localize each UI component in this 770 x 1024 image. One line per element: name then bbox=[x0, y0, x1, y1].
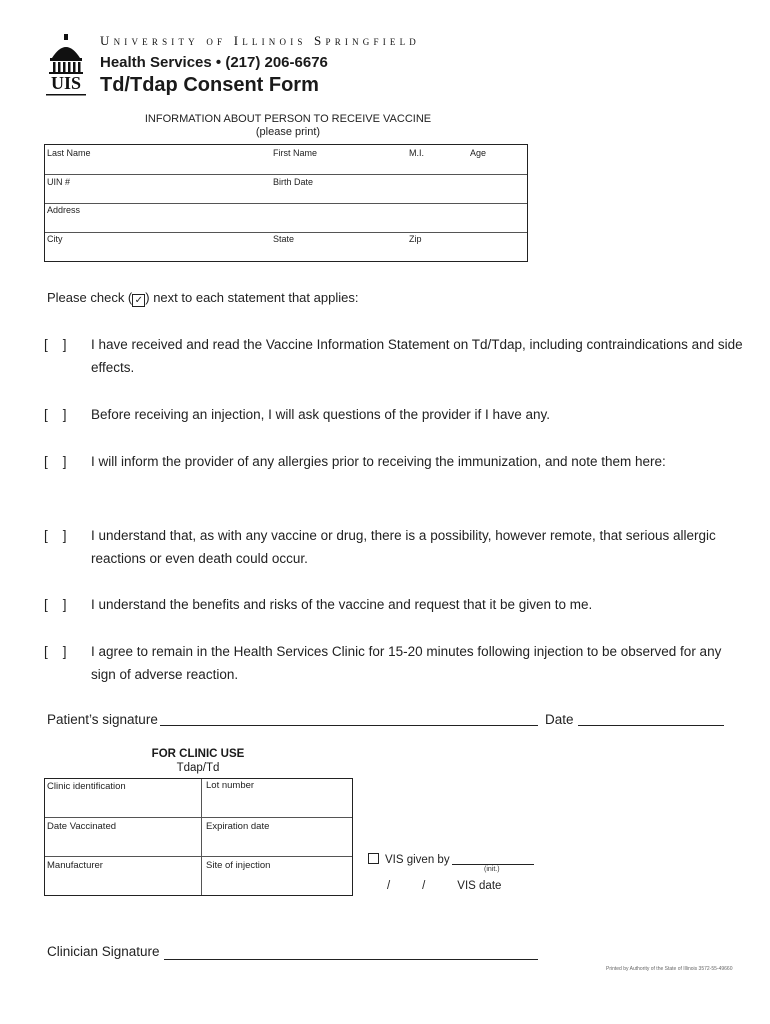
statement-checkbox[interactable]: [ ] bbox=[44, 528, 67, 543]
statement-item bbox=[44, 403, 744, 426]
statement-text: I understand the benefits and risks of the vaccine and request that it be given to me. bbox=[91, 597, 593, 612]
statement-checkbox[interactable]: [ ] bbox=[44, 337, 67, 352]
statement-text: I will inform the provider of any allergies prior to receiving the immunization, and note them here: bbox=[91, 454, 666, 469]
vis-date-label[interactable]: / / VIS date bbox=[387, 880, 502, 892]
statement-item bbox=[44, 524, 744, 570]
logo-text: UIS bbox=[50, 73, 81, 93]
instructions-after: ) next to each statement that applies: bbox=[145, 290, 359, 305]
vis-initials-line[interactable] bbox=[452, 864, 534, 865]
statement-item bbox=[44, 640, 744, 686]
expiration-date-field[interactable]: Expiration date bbox=[206, 821, 270, 832]
health-services-line: Health Services • (217) 206-6676 bbox=[100, 54, 328, 71]
patient-signature-line[interactable] bbox=[160, 725, 538, 726]
statement-text: I have received and read the Vaccine Information Statement on Td/Tdap, including contraindications and side effects. bbox=[91, 337, 743, 375]
statement-text: Before receiving an injection, I will ask questions of the provider if I have any. bbox=[91, 407, 550, 422]
form-title: Td/Tdap Consent Form bbox=[100, 74, 319, 96]
instructions-before: Please check ( bbox=[47, 290, 133, 305]
checkmark-icon: ✓ bbox=[132, 294, 145, 307]
person-section-subheading: (please print) bbox=[255, 126, 321, 138]
mi-field[interactable]: M.I. bbox=[409, 148, 424, 158]
manufacturer-field[interactable]: Manufacturer bbox=[47, 860, 103, 871]
address-field[interactable]: Address bbox=[47, 205, 81, 215]
clinician-signature-label: Clinician Signature bbox=[47, 944, 160, 959]
statement-item bbox=[44, 333, 744, 379]
age-field[interactable]: Age bbox=[470, 148, 487, 158]
initials-label: (init.) bbox=[484, 866, 500, 873]
statement-checkbox[interactable]: [ ] bbox=[44, 597, 67, 612]
statement-text: I agree to remain in the Health Services Clinic for 15-20 minutes following injection to be observed for any sign of adverse reaction. bbox=[91, 644, 722, 682]
state-field[interactable]: State bbox=[273, 234, 295, 244]
statement-item bbox=[44, 593, 744, 616]
clinician-signature-line[interactable] bbox=[164, 959, 538, 960]
vis-given-by bbox=[368, 853, 450, 866]
date-line[interactable] bbox=[578, 725, 724, 726]
statement-checkbox[interactable]: [ ] bbox=[44, 644, 67, 659]
printed-by-note: Printed by Authority of the State of Illinois 3572-55-49660 bbox=[606, 966, 733, 972]
university-name: University of Illinois Springfield bbox=[100, 33, 420, 48]
statement-item bbox=[44, 450, 744, 473]
statement-text: I understand that, as with any vaccine or drug, there is a possibility, however remote, that serious allergic reactions or even death could occur. bbox=[91, 528, 716, 566]
date-label: Date bbox=[545, 712, 574, 727]
last-name-field[interactable]: Last Name bbox=[47, 148, 91, 158]
clinic-id-field[interactable]: Clinic identification bbox=[47, 781, 126, 792]
clinic-use-table bbox=[44, 778, 353, 896]
clinic-use-subheading: Tdap/Td bbox=[176, 762, 220, 774]
statement-checkbox[interactable]: [ ] bbox=[44, 454, 67, 469]
first-name-field[interactable]: First Name bbox=[273, 148, 318, 158]
vis-checkbox[interactable] bbox=[368, 853, 379, 864]
birth-date-field[interactable]: Birth Date bbox=[273, 177, 314, 187]
site-of-injection-field[interactable]: Site of injection bbox=[206, 860, 271, 871]
statement-checkbox[interactable]: [ ] bbox=[44, 407, 67, 422]
patient-signature-label: Patient’s signature bbox=[47, 712, 158, 727]
clinic-use-heading: FOR CLINIC USE bbox=[151, 748, 245, 760]
vis-given-label: VIS given by bbox=[385, 854, 450, 866]
uin-field[interactable]: UIN # bbox=[47, 177, 71, 187]
person-info-form bbox=[44, 144, 528, 262]
lot-number-field[interactable]: Lot number bbox=[206, 780, 255, 791]
zip-field[interactable]: Zip bbox=[409, 234, 422, 244]
person-section-heading: INFORMATION ABOUT PERSON TO RECEIVE VACCINE bbox=[144, 113, 432, 125]
date-vaccinated-field[interactable]: Date Vaccinated bbox=[47, 821, 117, 832]
uis-logo bbox=[44, 34, 88, 96]
city-field[interactable]: City bbox=[47, 234, 63, 244]
check-instructions bbox=[47, 290, 358, 307]
